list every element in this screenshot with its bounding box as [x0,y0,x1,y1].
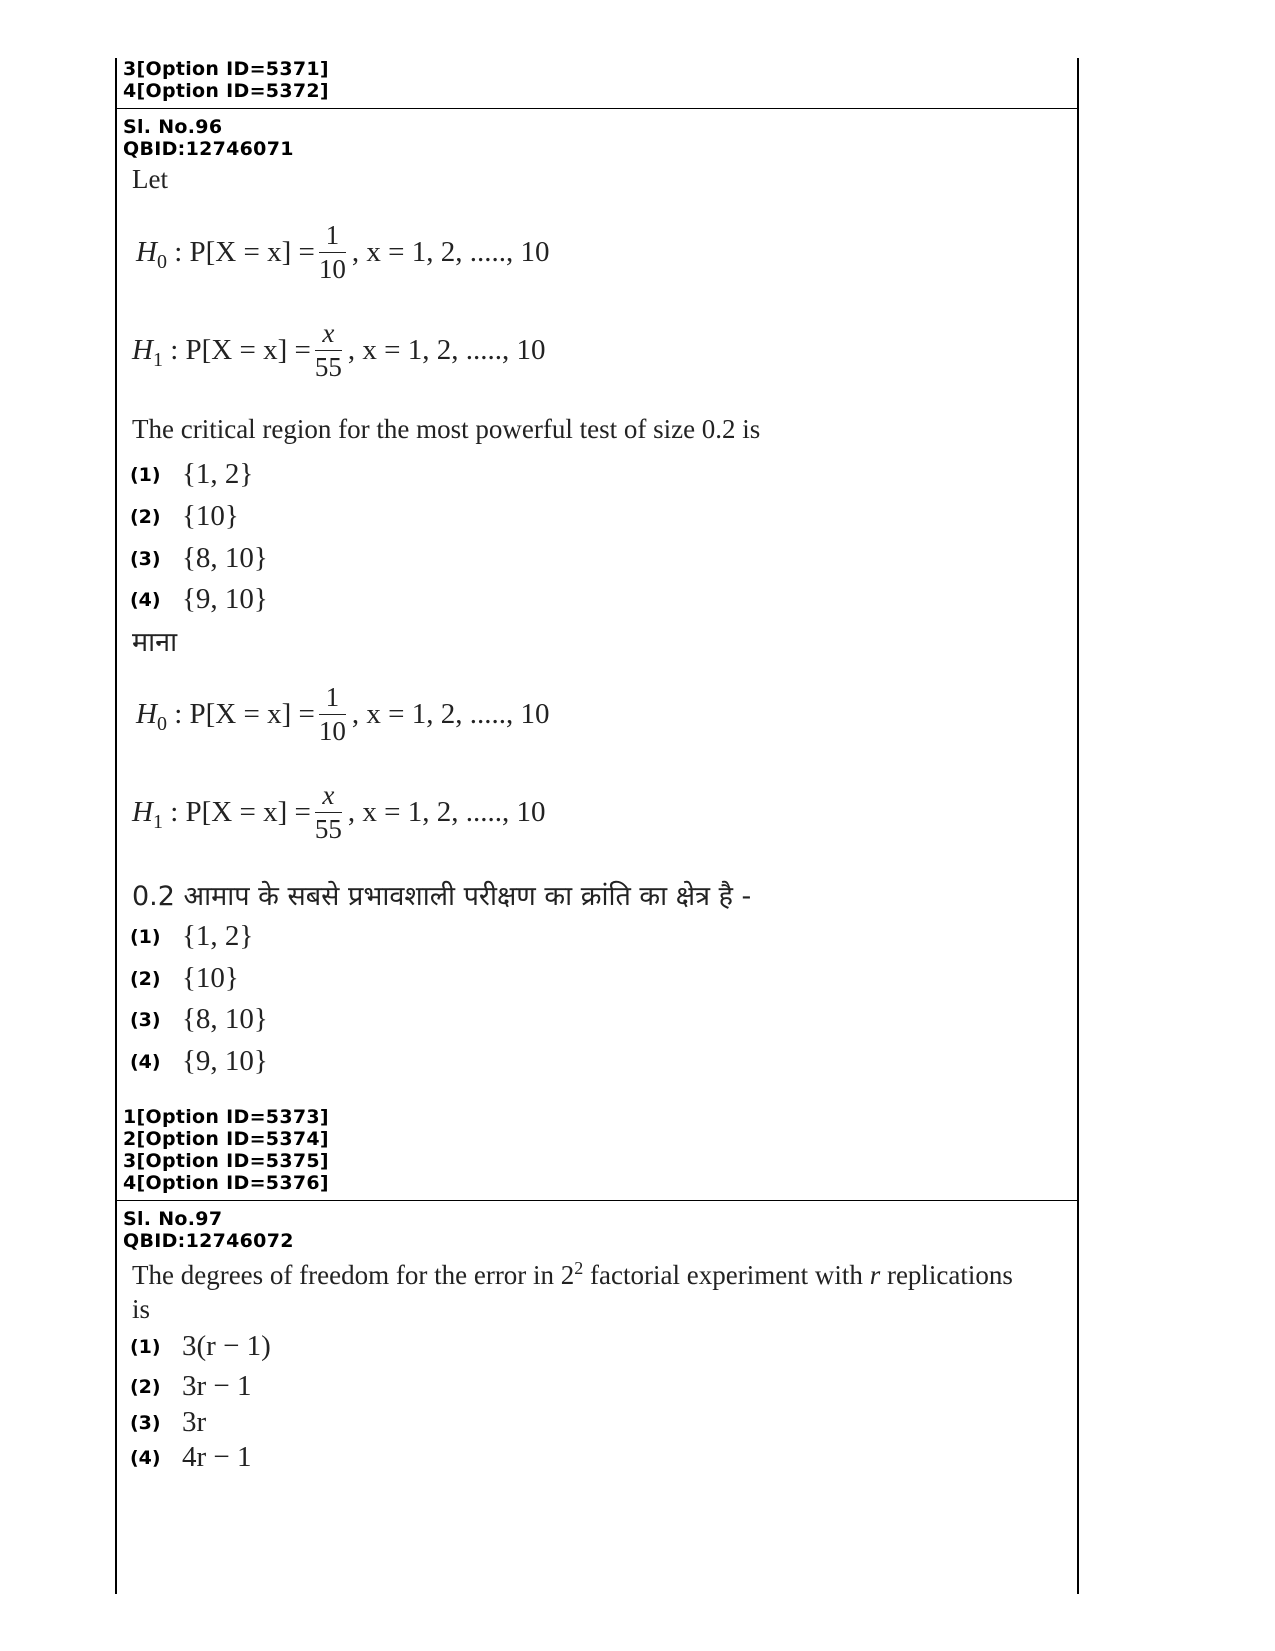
question-text: The degrees of freedom for the error in $2^2$ factorial experiment with r replications [132,1258,1013,1290]
option-hi-2: (2) {10} [130,962,239,994]
option-hi-3: (3) {8, 10} [130,1003,268,1035]
option-hi-4: (4) {9, 10} [130,1045,268,1077]
option-id-line: 3[Option ID=5371] [123,58,329,80]
option-id-line: 4[Option ID=5372] [123,80,329,102]
sl-no: Sl. No.97 [123,1208,223,1230]
h1-equation-hi: H 1 : P[X = x] = $\frac{x}{55}$ , x = 1, 2, ....., 10 [132,780,546,844]
h0-equation-hi: H 0 : P[X = x] = $\frac{1}{10}$ , x = 1, 2, ....., 10 [136,682,550,746]
option-id-line: 4[Option ID=5376] [123,1172,329,1194]
intro-text-hi: माना [132,627,178,658]
intro-text: Let [132,164,168,194]
option-en-2: (2) {10} [130,500,239,532]
option-3: (3) 3r [130,1406,207,1438]
row-divider [115,1200,1079,1201]
qbid: QBID:12746072 [123,1230,294,1252]
qbid: QBID:12746071 [123,138,294,160]
option-en-1: (1) {1, 2} [130,458,254,490]
h1-equation: H 1 : P[X = x] = $\frac{x}{55}$ , x = 1, 2, ....., 10 [132,318,546,382]
option-id-line: 3[Option ID=5375] [123,1150,329,1172]
row-divider [115,108,1079,109]
option-2: (2) 3r − 1 [130,1370,252,1402]
option-en-3: (3) {8, 10} [130,542,268,574]
question-text-line2: is [132,1294,151,1324]
option-id-line: 1[Option ID=5373] [123,1106,329,1128]
option-hi-1: (1) {1, 2} [130,920,254,952]
option-1: (1) 3(r − 1) [130,1330,271,1362]
option-4: (4) 4r − 1 [130,1441,252,1473]
h0-equation: H 0 : P[X = x] = $\frac{1}{10}$ , x = 1, 2, ....., 10 [136,220,550,284]
option-en-4: (4) {9, 10} [130,583,268,615]
question-text-hi: 0.2 आमाप के सबसे प्रभावशाली परीक्षण का क्रांति का क्षेत्र है - [132,881,752,912]
question-text-en: The critical region for the most powerful test of size 0.2 is [132,414,761,444]
sl-no: Sl. No.96 [123,116,223,138]
option-id-line: 2[Option ID=5374] [123,1128,329,1150]
